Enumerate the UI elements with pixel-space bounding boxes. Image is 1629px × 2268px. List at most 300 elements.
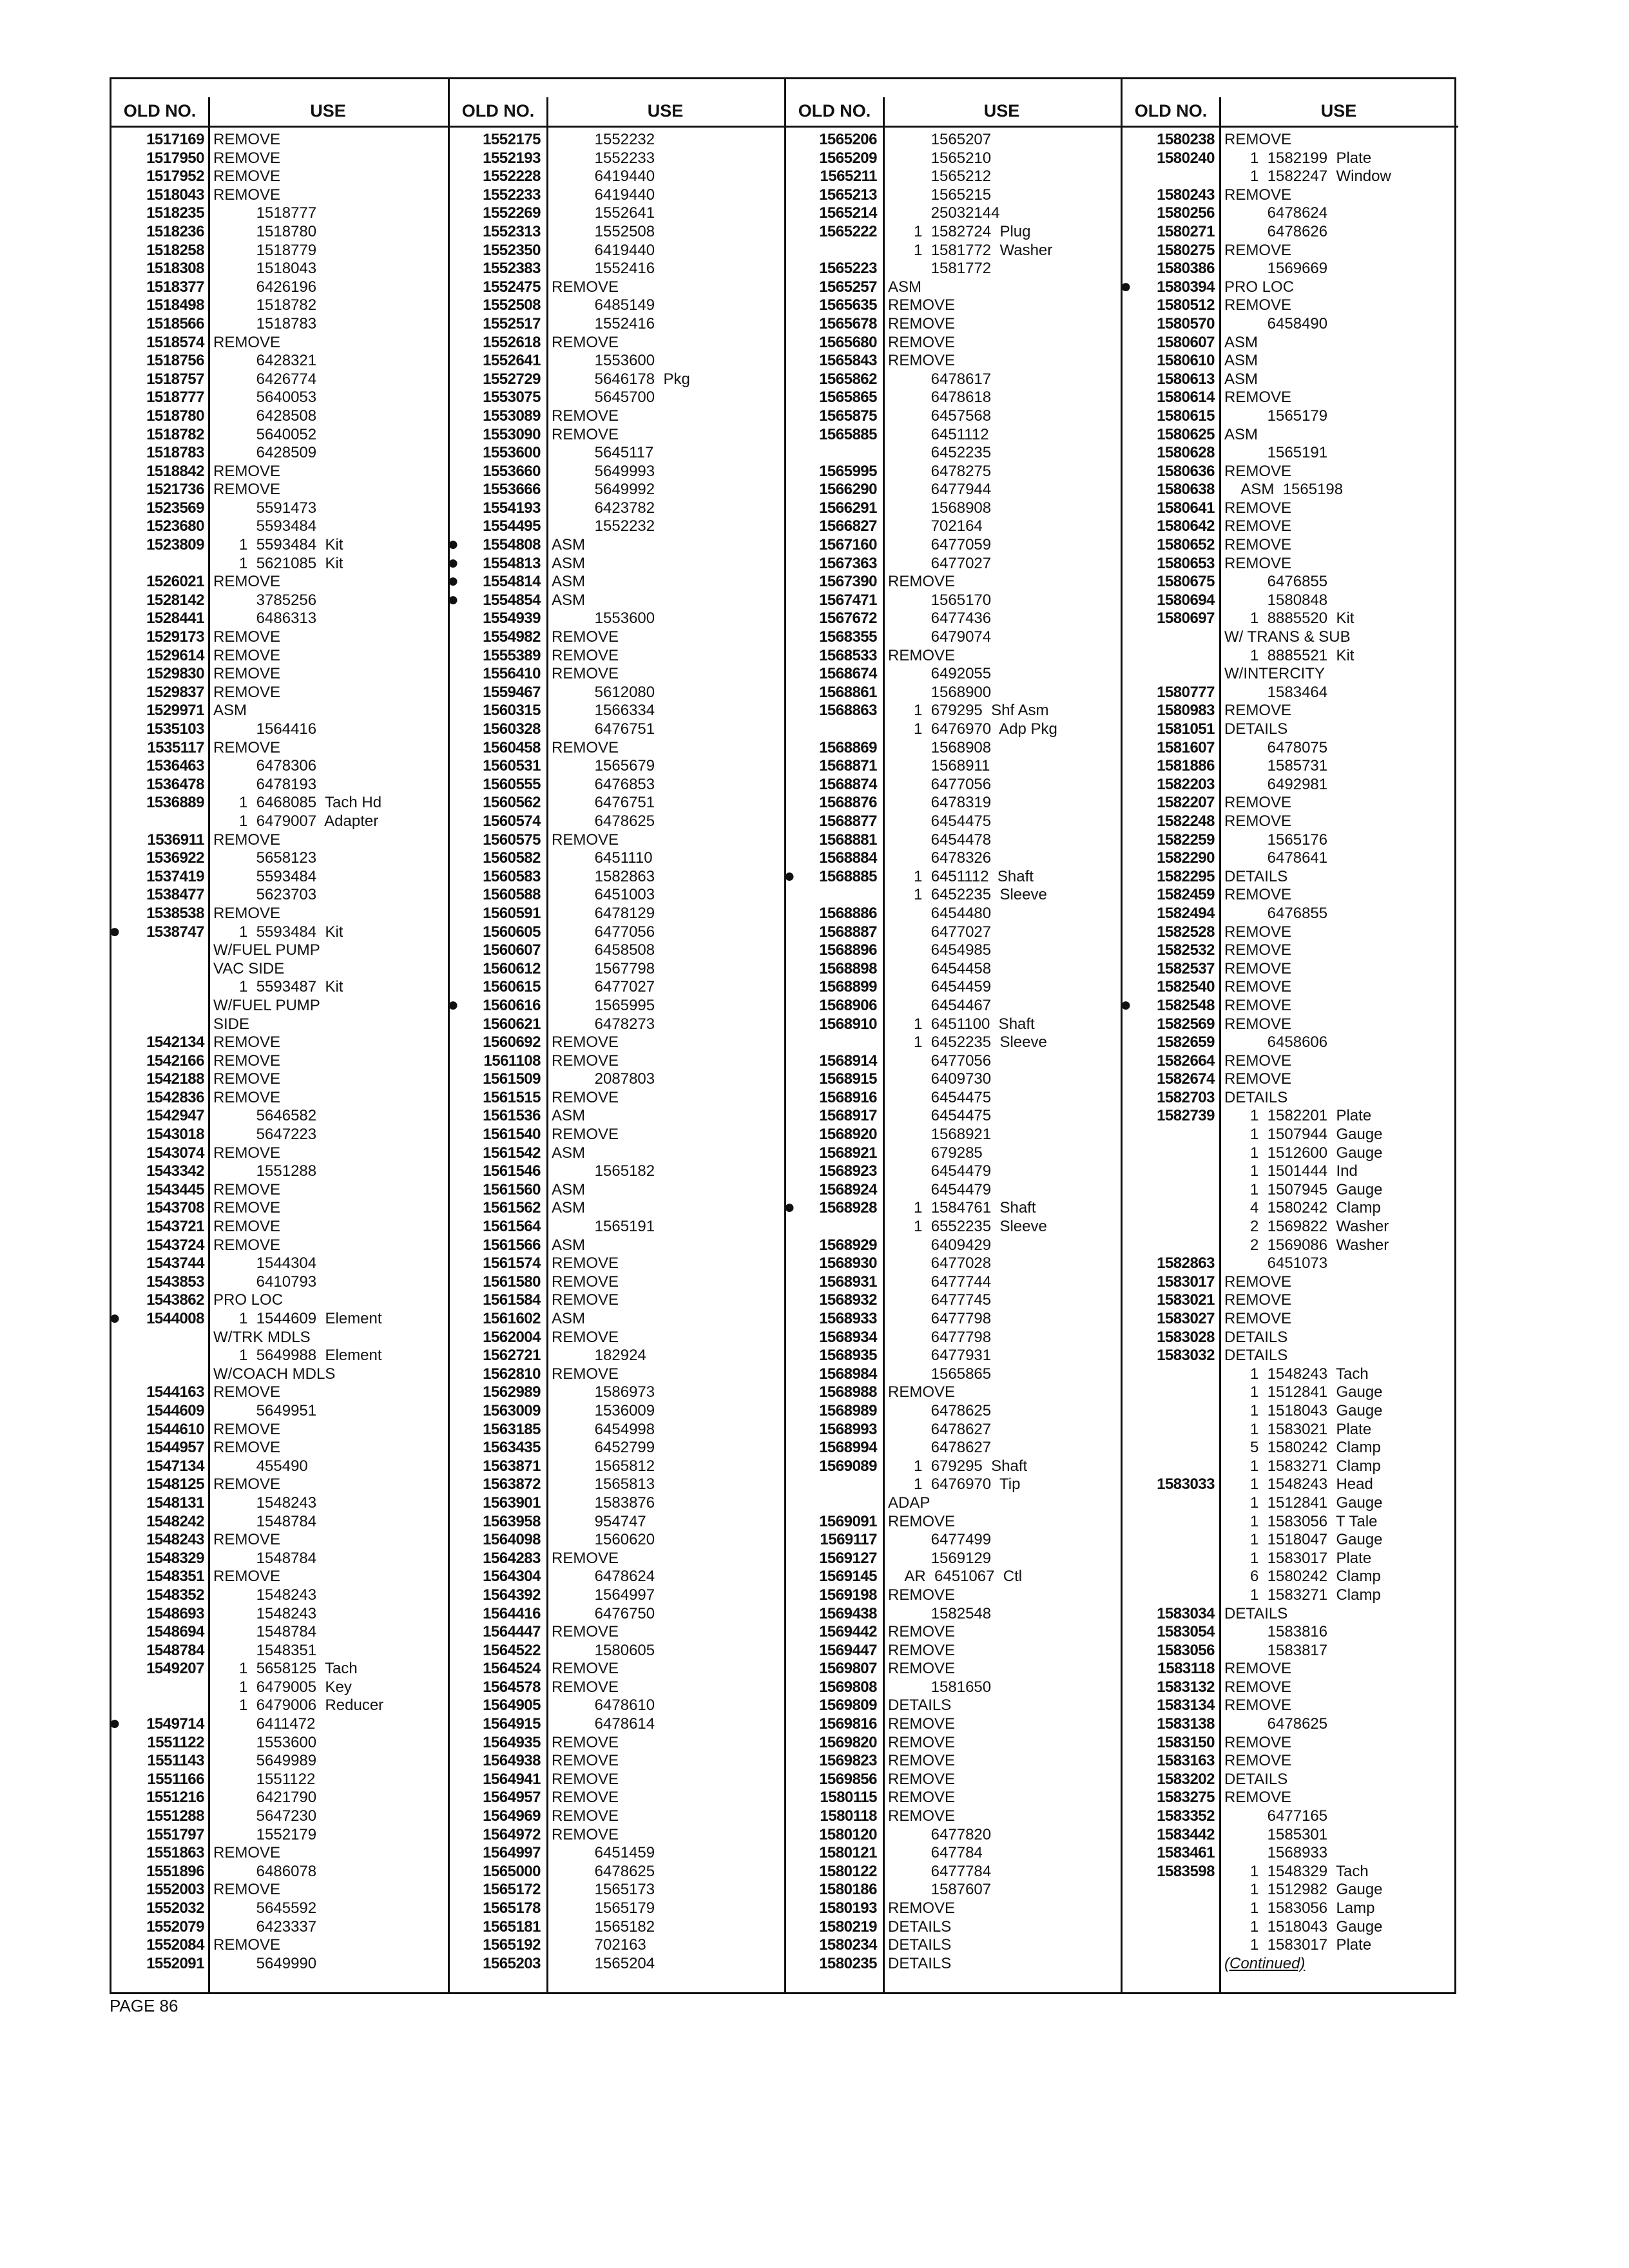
old-part-number: 1560574 xyxy=(483,812,541,830)
old-part-number: 1554193 xyxy=(483,499,541,517)
table-row xyxy=(111,1752,448,1771)
table-row xyxy=(111,1144,448,1163)
use-value: REMOVE xyxy=(1224,978,1292,996)
use-value: 1552641 xyxy=(552,204,655,222)
old-part-number: 1582248 xyxy=(1157,812,1215,830)
old-part-number: 1560562 xyxy=(483,794,541,812)
table-row xyxy=(450,665,784,684)
table-row xyxy=(786,1310,1121,1329)
old-part-number: 1518757 xyxy=(146,370,204,388)
use-value: 6477499 xyxy=(888,1531,992,1549)
use-value: REMOVE xyxy=(1224,959,1292,977)
table-row xyxy=(1123,555,1458,573)
use-value: 1565182 xyxy=(552,1162,655,1180)
old-part-number: 1566291 xyxy=(819,499,877,517)
table-row xyxy=(786,315,1121,334)
old-part-number: 1568988 xyxy=(819,1383,877,1401)
old-part-number: 1553075 xyxy=(483,389,541,407)
use-value: 6478617 xyxy=(888,370,992,388)
table-row xyxy=(450,628,784,647)
old-part-number: 1518235 xyxy=(146,204,204,222)
use-value: VAC SIDE xyxy=(213,959,285,977)
table-row xyxy=(450,1605,784,1624)
use-value: 6476855 xyxy=(1224,904,1328,922)
use-value: REMOVE xyxy=(552,1291,619,1309)
old-part-number: 1551896 xyxy=(146,1862,204,1880)
old-part-number: 1568931 xyxy=(819,1273,877,1291)
table-row xyxy=(1120,275,1458,297)
table-row xyxy=(786,1236,1121,1255)
old-part-number: 1583021 xyxy=(1157,1291,1215,1309)
old-part-number: 1552475 xyxy=(483,278,541,296)
use-value: REMOVE xyxy=(1224,241,1292,259)
old-part-number: 1583275 xyxy=(1157,1789,1215,1807)
use-value: 6451110 xyxy=(552,849,653,867)
old-part-number: 1569117 xyxy=(820,1531,877,1549)
use-value: REMOVE xyxy=(552,628,619,646)
old-part-number: 1564098 xyxy=(483,1531,541,1549)
table-row xyxy=(1123,978,1458,997)
table-row xyxy=(1123,389,1458,407)
old-part-number: 1552508 xyxy=(483,296,541,314)
use-value: REMOVE xyxy=(1224,923,1292,941)
use-value: REMOVE xyxy=(552,1825,619,1843)
old-part-number: 1568933 xyxy=(819,1310,877,1327)
table-row xyxy=(450,1568,784,1586)
table-row xyxy=(1123,1752,1458,1771)
old-part-number: 1538538 xyxy=(146,904,204,922)
column-block-4 xyxy=(1121,79,1458,1992)
use-value: 6478273 xyxy=(552,1015,655,1033)
old-part-number: 1580271 xyxy=(1157,222,1215,240)
table-row xyxy=(786,1089,1121,1108)
use-value: 1565191 xyxy=(552,1218,655,1236)
use-value: REMOVE xyxy=(1224,1660,1292,1678)
old-part-number: 1583163 xyxy=(1157,1752,1215,1770)
old-part-number: 1563901 xyxy=(483,1494,541,1512)
table-row xyxy=(450,1236,784,1255)
use-value: REMOVE xyxy=(552,1126,619,1144)
table-row xyxy=(786,997,1121,1015)
table-row xyxy=(450,463,784,481)
use-value: 1565179 xyxy=(552,1899,655,1917)
table-row xyxy=(111,1126,448,1144)
table-row xyxy=(111,1347,448,1365)
use-value: 6426774 xyxy=(213,370,317,388)
old-part-number: 1529173 xyxy=(146,628,204,646)
table-row xyxy=(447,533,784,555)
old-part-number: 1560582 xyxy=(483,849,541,867)
table-row xyxy=(786,168,1121,186)
old-part-number: 1549714 xyxy=(146,1715,204,1733)
table-row xyxy=(450,242,784,260)
use-value: 5646582 xyxy=(213,1107,317,1125)
use-value: REMOVE xyxy=(213,1439,281,1457)
use-value: 5612080 xyxy=(552,683,655,701)
table-row xyxy=(1123,1273,1458,1292)
old-part-number: 1536478 xyxy=(146,775,204,793)
table-row xyxy=(450,1218,784,1236)
old-part-number: 1580235 xyxy=(819,1954,877,1972)
old-part-number: 1560555 xyxy=(483,775,541,793)
use-value: REMOVE xyxy=(1224,1678,1292,1696)
use-value: REMOVE xyxy=(213,665,281,683)
old-part-number: 1553666 xyxy=(483,481,541,499)
table-row xyxy=(786,444,1121,463)
use-value: 6421790 xyxy=(213,1789,317,1807)
old-part-number: 1548352 xyxy=(146,1586,204,1604)
old-part-number: 1583461 xyxy=(1157,1844,1215,1862)
table-row xyxy=(786,1899,1121,1918)
table-row xyxy=(786,1254,1121,1273)
table-row xyxy=(111,1052,448,1071)
old-part-number: 1582207 xyxy=(1157,794,1215,812)
use-value: REMOVE xyxy=(1224,1752,1292,1770)
use-value: 6478626 xyxy=(1224,222,1328,240)
table-row xyxy=(786,1126,1121,1144)
old-part-number: 1543445 xyxy=(146,1180,204,1198)
old-part-number: 1552084 xyxy=(146,1936,204,1954)
old-part-number: 1568917 xyxy=(819,1107,877,1125)
use-value: 6454475 xyxy=(888,1088,992,1106)
old-part-number: 1543074 xyxy=(146,1144,204,1162)
use-value: 1 6452235 Sleeve xyxy=(888,886,1047,904)
use-value: 1 679295 Shf Asm xyxy=(888,702,1049,720)
old-part-number: 1568928 xyxy=(819,1199,877,1217)
old-part-number: 1565995 xyxy=(819,462,877,480)
old-part-number: 1569808 xyxy=(819,1678,877,1696)
use-value: REMOVE xyxy=(1224,186,1292,204)
old-part-number: 1582537 xyxy=(1157,959,1215,977)
old-part-number: 1543018 xyxy=(146,1126,204,1144)
old-part-number: 1580243 xyxy=(1157,186,1215,204)
table-row xyxy=(111,1789,448,1807)
old-part-number: 1554982 xyxy=(483,628,541,646)
use-value: 1 1518043 Gauge xyxy=(1224,1401,1383,1419)
old-part-number: 1566290 xyxy=(819,481,877,499)
table-row xyxy=(1123,1696,1458,1715)
old-part-number: 1548784 xyxy=(146,1641,204,1659)
table-row xyxy=(450,1402,784,1421)
table-row xyxy=(1123,1199,1458,1218)
use-value: DETAILS xyxy=(888,1696,952,1715)
table-row xyxy=(111,1605,448,1624)
use-value: REMOVE xyxy=(213,1088,281,1106)
old-part-number: 1561566 xyxy=(483,1236,541,1254)
old-part-number: 1568884 xyxy=(819,849,877,867)
old-part-number: 1518236 xyxy=(146,222,204,240)
old-part-number: 1580653 xyxy=(1157,554,1215,572)
use-value: 1 8885521 Kit xyxy=(1224,646,1354,664)
use-value: 5645117 xyxy=(552,444,654,462)
old-part-number: 1568885 xyxy=(819,867,877,885)
use-value: 1 6552235 Sleeve xyxy=(888,1218,1047,1236)
table-row xyxy=(786,242,1121,260)
table-row xyxy=(786,1715,1121,1734)
use-value: REMOVE xyxy=(888,573,956,591)
use-value: REMOVE xyxy=(213,573,281,591)
old-part-number: 1565213 xyxy=(819,186,877,204)
table-row xyxy=(450,1494,784,1513)
use-value: 1518782 xyxy=(213,296,317,314)
table-row xyxy=(450,776,784,794)
table-row xyxy=(786,776,1121,794)
use-value: 1 1548243 Head xyxy=(1224,1475,1373,1494)
use-value: ASM xyxy=(552,1199,586,1217)
use-value: REMOVE xyxy=(888,296,956,314)
rows xyxy=(1120,131,1458,1973)
old-part-number: 1568924 xyxy=(819,1180,877,1198)
old-part-number: 1565222 xyxy=(819,222,877,240)
use-value: 6419440 xyxy=(552,168,655,186)
use-value: 1552416 xyxy=(552,260,655,278)
use-value: REMOVE xyxy=(213,1936,281,1954)
old-part-number: 1580652 xyxy=(1157,536,1215,554)
use-value: 2 1569086 Washer xyxy=(1224,1236,1389,1254)
table-row xyxy=(1123,1218,1458,1236)
use-value: 1 1501444 Ind xyxy=(1224,1162,1358,1180)
use-value: 1 1518047 Gauge xyxy=(1224,1531,1383,1549)
use-value: 1 5621085 Kit xyxy=(213,554,343,572)
table-row xyxy=(786,1918,1121,1937)
rows xyxy=(111,131,448,1973)
table-row xyxy=(111,1513,448,1532)
use-value: ASM xyxy=(552,536,586,554)
use-value: REMOVE xyxy=(1224,812,1292,830)
table-row xyxy=(111,1660,448,1678)
table-row xyxy=(450,1863,784,1881)
table-row xyxy=(450,407,784,426)
old-part-number: 1551288 xyxy=(146,1807,204,1825)
use-value: REMOVE xyxy=(1224,941,1292,959)
use-value: 3785256 xyxy=(213,591,317,609)
use-value: 6 1580242 Clamp xyxy=(1224,1568,1381,1586)
old-part-number: 1582548 xyxy=(1157,996,1215,1014)
use-value: 6479074 xyxy=(888,628,992,646)
old-part-number: 1544008 xyxy=(146,1310,204,1327)
old-part-number: 1583028 xyxy=(1157,1328,1215,1346)
use-value: 1548784 xyxy=(213,1549,317,1567)
table-row xyxy=(1123,1162,1458,1181)
table-row xyxy=(450,1273,784,1292)
old-part-number: 1560616 xyxy=(483,996,541,1014)
old-part-number: 1563872 xyxy=(483,1475,541,1494)
use-value: 6409730 xyxy=(888,1070,992,1088)
old-part-number: 1544163 xyxy=(146,1383,204,1401)
table-row xyxy=(450,260,784,278)
table-row xyxy=(786,1329,1121,1347)
use-value: REMOVE xyxy=(1224,1273,1292,1291)
use-value: REMOVE xyxy=(552,1807,619,1825)
use-value: ASM xyxy=(1224,333,1258,351)
use-value: REMOVE xyxy=(213,1420,281,1438)
use-value: 679285 xyxy=(888,1144,983,1162)
table-row xyxy=(1123,1844,1458,1863)
old-part-number: 1580193 xyxy=(819,1899,877,1917)
table-row xyxy=(786,223,1121,242)
old-part-number: 1580394 xyxy=(1157,278,1215,296)
table-row xyxy=(450,334,784,352)
use-value: 1565812 xyxy=(552,1457,655,1475)
table-row xyxy=(111,1642,448,1660)
old-part-number: 1551122 xyxy=(147,1733,204,1751)
table-row xyxy=(786,481,1121,499)
use-value: 1585301 xyxy=(1224,1825,1328,1843)
table-row xyxy=(111,463,448,481)
table-row xyxy=(786,1070,1121,1089)
old-part-number: 1568871 xyxy=(819,757,877,775)
use-value: 5647230 xyxy=(213,1807,317,1825)
old-part-number: 1518780 xyxy=(146,407,204,425)
use-value: 6478193 xyxy=(213,775,317,793)
table-row xyxy=(1123,1383,1458,1402)
table-row xyxy=(450,1807,784,1826)
use-value: REMOVE xyxy=(552,1733,619,1751)
old-part-number: 1560605 xyxy=(483,923,541,941)
use-value: 6477059 xyxy=(888,536,992,554)
use-value: 1565170 xyxy=(888,591,992,609)
use-value: 6478625 xyxy=(552,812,655,830)
use-value: 5645700 xyxy=(552,389,655,407)
old-part-number: 1552233 xyxy=(483,186,541,204)
table-row xyxy=(1123,168,1458,186)
old-part-number: 1528142 xyxy=(146,591,204,609)
use-value: 1 1507944 Gauge xyxy=(1224,1126,1383,1144)
use-value: REMOVE xyxy=(213,683,281,701)
use-value: REMOVE xyxy=(888,314,956,332)
table-row xyxy=(111,1734,448,1753)
use-value: 1 1581772 Washer xyxy=(888,241,1053,259)
table-row xyxy=(111,886,448,905)
table-row xyxy=(111,334,448,352)
use-value: 1568900 xyxy=(888,683,992,701)
old-part-number: 1582295 xyxy=(1157,867,1215,885)
old-part-number: 1569809 xyxy=(819,1696,877,1715)
table-row xyxy=(450,1107,784,1126)
table-row xyxy=(1123,1254,1458,1273)
old-part-number: 1548351 xyxy=(146,1568,204,1586)
use-value: ASM xyxy=(1224,352,1258,370)
page-number: PAGE 86 xyxy=(110,1996,178,2015)
use-value: REMOVE xyxy=(1224,536,1292,554)
use-value: 1 1582247 Window xyxy=(1224,168,1391,186)
use-value: 6428321 xyxy=(213,352,317,370)
old-part-number: 1518308 xyxy=(146,260,204,278)
table-row xyxy=(1123,757,1458,776)
table-row xyxy=(450,1715,784,1734)
table-row xyxy=(450,1144,784,1163)
old-part-number: 1583032 xyxy=(1157,1347,1215,1365)
table-row xyxy=(450,1550,784,1568)
use-value: 6451003 xyxy=(552,886,655,904)
table-row xyxy=(111,389,448,407)
table-row xyxy=(111,1771,448,1789)
use-value: 1565995 xyxy=(552,996,655,1014)
table-row xyxy=(111,1291,448,1310)
table-row xyxy=(786,1033,1121,1052)
table-row xyxy=(1123,517,1458,536)
old-part-number: 1580120 xyxy=(819,1825,877,1843)
use-value: REMOVE xyxy=(213,904,281,922)
old-part-number: 1544609 xyxy=(146,1401,204,1419)
use-value: 1544304 xyxy=(213,1254,317,1273)
use-value: ASM xyxy=(1224,370,1258,388)
table-row xyxy=(450,1475,784,1494)
old-part-number: 1580238 xyxy=(1157,131,1215,148)
old-part-number: 1569145 xyxy=(819,1568,877,1586)
old-part-number: 1580256 xyxy=(1157,204,1215,222)
use-value: 5591473 xyxy=(213,499,317,517)
old-part-number: 1564938 xyxy=(483,1752,541,1770)
use-value: 954747 xyxy=(552,1512,646,1530)
use-value: 6428508 xyxy=(213,407,317,425)
old-part-number: 1567471 xyxy=(819,591,877,609)
old-part-number: 1580234 xyxy=(819,1936,877,1954)
new-part-bullet-icon: ● xyxy=(109,1307,121,1329)
old-part-number: 1582664 xyxy=(1157,1052,1215,1070)
old-part-number: 1580614 xyxy=(1157,389,1215,407)
table-row xyxy=(450,370,784,389)
use-value: REMOVE xyxy=(213,1383,281,1401)
old-part-number: 1548693 xyxy=(146,1604,204,1622)
table-row xyxy=(450,1126,784,1144)
use-value: REMOVE xyxy=(213,1881,281,1899)
old-part-number: 1548131 xyxy=(146,1494,204,1512)
table-row xyxy=(1123,1715,1458,1734)
use-value: 5 1580242 Clamp xyxy=(1224,1439,1381,1457)
table-row xyxy=(450,812,784,831)
table-row xyxy=(786,757,1121,776)
use-value: 6476750 xyxy=(552,1604,655,1622)
use-value: REMOVE xyxy=(213,1199,281,1217)
table-row xyxy=(450,1623,784,1642)
old-part-number: 1562004 xyxy=(483,1328,541,1346)
use-value: REMOVE xyxy=(888,1586,956,1604)
old-part-number: 1542134 xyxy=(146,1033,204,1052)
use-value: 1 6468085 Tach Hd xyxy=(213,794,382,812)
use-value: REMOVE xyxy=(213,131,281,148)
table-row xyxy=(786,684,1121,702)
table-row xyxy=(1123,1402,1458,1421)
table-row xyxy=(111,997,448,1015)
old-part-number: 1580983 xyxy=(1157,702,1215,720)
table-row xyxy=(1120,994,1458,1015)
old-part-number: 1583033 xyxy=(1157,1475,1215,1494)
table-row xyxy=(111,1365,448,1384)
use-value: REMOVE xyxy=(213,1218,281,1236)
use-value: REMOVE xyxy=(552,425,619,443)
table-row xyxy=(111,960,448,979)
table-row xyxy=(450,794,784,812)
table-row xyxy=(1123,702,1458,720)
table-row xyxy=(450,1162,784,1181)
use-value: 6454478 xyxy=(888,831,992,849)
old-part-number: 1568920 xyxy=(819,1126,877,1144)
use-value: 1 6476970 Tip xyxy=(888,1475,1021,1494)
table-row xyxy=(786,739,1121,758)
old-part-number: 1536889 xyxy=(146,794,204,812)
use-value: 4 1580242 Clamp xyxy=(1224,1199,1381,1217)
table-row xyxy=(111,1586,448,1605)
old-part-number: 1561584 xyxy=(483,1291,541,1309)
old-part-number: 1569856 xyxy=(819,1770,877,1788)
table-row xyxy=(111,1678,448,1697)
table-row xyxy=(450,1955,784,1974)
use-value: REMOVE xyxy=(552,665,619,683)
old-part-number: 1582540 xyxy=(1157,978,1215,996)
table-row xyxy=(111,849,448,868)
use-value: 6477744 xyxy=(888,1273,992,1291)
